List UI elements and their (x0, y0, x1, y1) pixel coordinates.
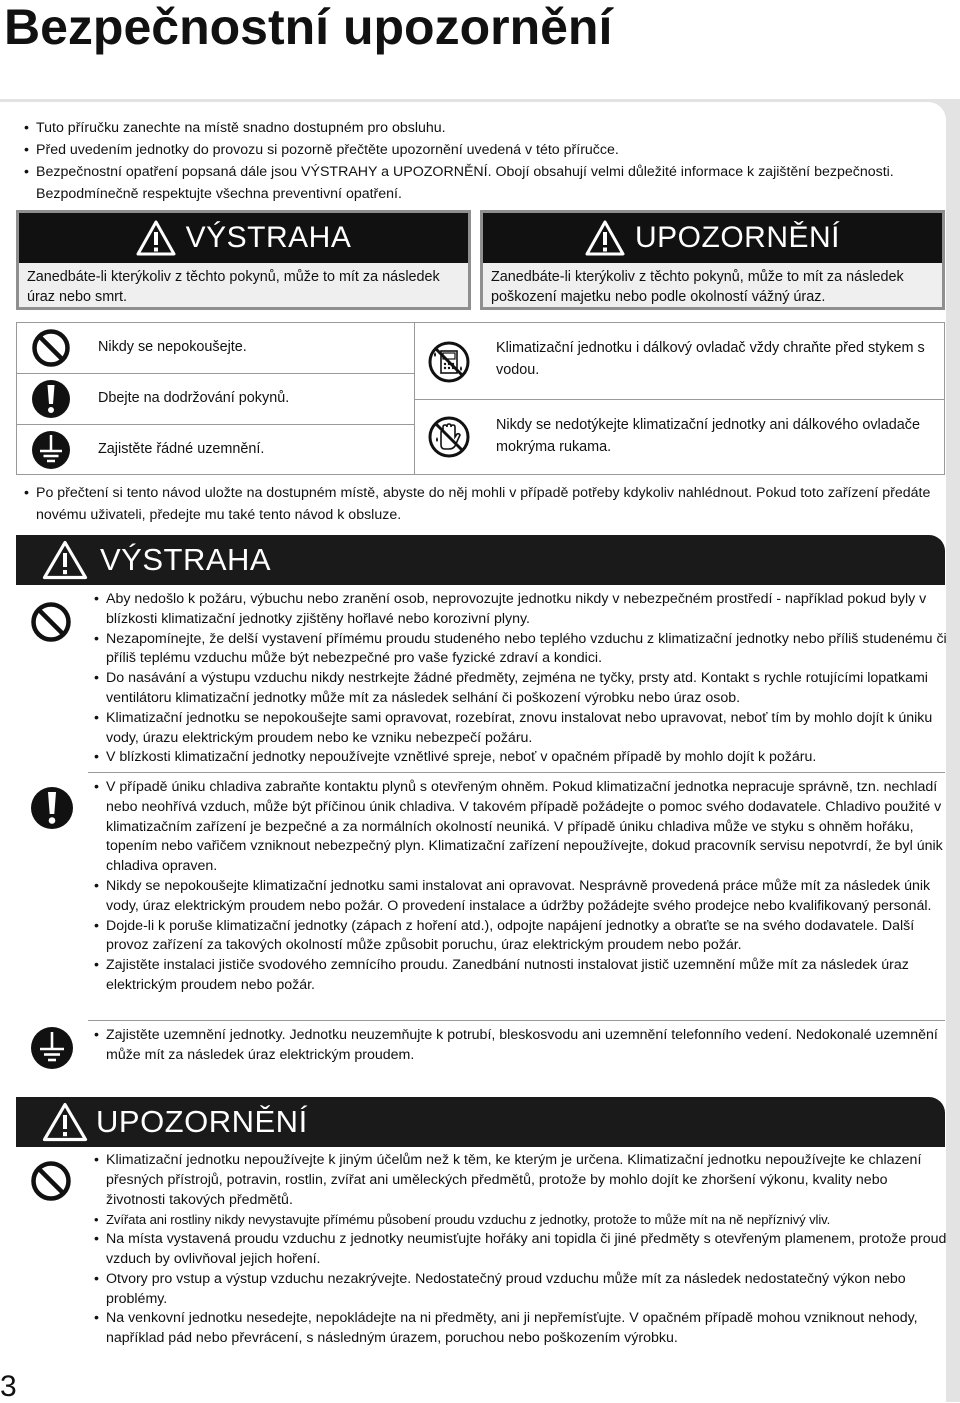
page-number: 3 (0, 1370, 17, 1403)
list-item: • Na místa vystavená proudu vzduchu z jednotky neumisťujte hořáky ani topidla či jiné předměty s otevřeným plamenem, protože proud vzduch by ovlivňoval jejich hoření. (92, 1230, 948, 1270)
mandatory-action-icon (30, 785, 74, 831)
legend-divider (17, 424, 414, 425)
caution-section-title: UPOZORNĚNÍ (96, 1104, 308, 1139)
warning-triangle-icon (136, 220, 176, 256)
legend-protect-water: Klimatizační jednotku i dálkový ovladač vždy chraňte před stykem s vodou. (496, 340, 925, 378)
warning-triangle-icon (42, 1102, 88, 1142)
legend-grounding: Zajistěte řádné uzemnění. (98, 441, 265, 457)
warning-triangle-icon (42, 540, 88, 580)
section-divider (88, 772, 945, 773)
prohibition-icon (30, 1160, 72, 1202)
list-item: • Do nasávání a výstupu vzduchu nikdy nestrkejte žádné předměty, zejména ne tyčky, prsty atd. Kontakt s rychle rotujícími lopatkami ventilátoru klimatizační jednotky může mít za následek selhání či poškození výrobku nebo úraz osob. (92, 669, 948, 709)
caution-section-header (16, 1097, 945, 1147)
intro-list (22, 117, 942, 205)
symbol-legend (16, 322, 945, 475)
no-wet-hands-icon (427, 415, 471, 459)
warning-mandatory-list (92, 778, 948, 996)
ground-icon (30, 1025, 74, 1071)
mandatory-action-icon (31, 378, 71, 420)
list-item: • Tuto příručku zanechte na místě snadno dostupném pro obsluhu. (22, 117, 942, 139)
list-item: • Klimatizační jednotku nepoužívejte k jiným účelům než k těm, ke kterým je určena. Klimatizační jednotku nepoužívejte ke chlazení přesných přístrojů, potravin, rostlin, zvířat ani uměleckých předmětů, protože by mohlo dojít ke zhoršení výkonu, kvality nebo životnosti takových předmětů. (92, 1151, 948, 1210)
warning-section-header (16, 535, 945, 585)
legend-wet-hands: Nikdy se nedotýkejte klimatizační jednotky ani dálkového ovladače mokrýma rukama. (496, 417, 920, 455)
warning-ground-list (92, 1026, 948, 1066)
list-item: • Bezpečnostní opatření popsaná dále jsou VÝSTRAHY a UPOZORNĚNÍ. Obojí obsahují velmi důležité informace k zajištění bezpečnosti. Bezpodmínečně respektujte všechna preventivní opatření. (22, 161, 942, 205)
prohibition-icon (31, 328, 71, 368)
store-note-list (22, 482, 942, 526)
list-item: • Nezapomínejte, že delší vystavení přímému proudu studeného nebo teplého vzduchu z klimatizační jednotky nebo příliš studenému či příliš teplému vzduchu může být nebezpečné pro vaše fyzické zdraví a kondici. (92, 630, 948, 670)
caution-box-description: Zanedbáte-li kterýkoliv z těchto pokynů, může to mít za následek poškození majetku nebo podle okolností vážný úraz. (491, 269, 904, 305)
caution-box (480, 210, 945, 310)
legend-never-attempt: Nikdy se nepokoušejte. (98, 339, 247, 355)
prohibition-icon (30, 601, 72, 643)
list-item: • Zvířata ani rostliny nikdy nevystavujte přímému působení proudu vzduchu z jednotky, protože to může mít na ně nepříznivý vliv. (92, 1210, 948, 1230)
caution-list (92, 1151, 948, 1349)
warning-prohibition-list (92, 590, 948, 768)
list-item: • Po přečtení si tento návod uložte na dostupném místě, abyste do něj mohli v případě potřeby kdykoliv nahlédnout. Pokud toto zařízení předáte novému uživateli, předejte mu také tento návod k obsluze. (22, 482, 942, 526)
list-item: • V blízkosti klimatizační jednotky nepoužívejte vznětlivé spreje, neboť v opačném případě by mohlo dojít k požáru. (92, 748, 948, 768)
caution-box-title: UPOZORNĚNÍ (634, 221, 840, 254)
legend-divider (414, 399, 944, 400)
legend-divider (17, 373, 414, 374)
warning-box-description: Zanedbáte-li kterýkoliv z těchto pokynů, může to mít za následek úraz nebo smrt. (27, 269, 440, 305)
list-item: • V případě úniku chladiva zabraňte kontaktu plynů s otevřeným ohněm. Pokud klimatizační jednotka nepracuje správně, tzn. nechladí nebo neohřívá vzduch, může být příčinou únik chladiva. V takovém případě požádejte o pomoc svého dodavatele. Chladivo použité v klimatizačním zařízení je bezpečné a za normálních okolností neuniká. V případě úniku chladiva může ve styku s ohněm hořáku, topením nebo vařičem vzniknout nebezpečný plyn. Klimatizační zařízení nepoužívejte, dokud pracovník servisu nepotvrdí, že byl únik chladiva opraven. (92, 778, 948, 877)
list-item: • Zajistěte uzemnění jednotky. Jednotku neuzemňujte k potrubí, bleskosvodu ani uzemnění telefonního vedení. Nedokonalé uzemnění může mít za následek úraz elektrickým proudem. (92, 1026, 948, 1066)
list-item: • Dojde-li k poruše klimatizační jednotky (zápach z hoření atd.), odpojte napájení jednotky a obraťte se na svého dodavatele. Další provoz zařízení za takových okolností může způsobit poruchu, úraz elektrickým proudem nebo požár. (92, 917, 948, 957)
legend-follow-instructions: Dbejte na dodržování pokynů. (98, 390, 290, 406)
warning-box-header (19, 213, 468, 263)
ground-icon (31, 429, 71, 471)
no-water-icon (427, 340, 471, 384)
warning-triangle-icon (585, 220, 625, 256)
list-item: • Zajistěte instalaci jističe svodového zemnícího proudu. Zanedbání nutnosti instalovat jistič uzemnění může mít za následek úraz elektrickým proudem nebo požár. (92, 956, 948, 996)
list-item: • Otvory pro vstup a výstup vzduchu nezakrývejte. Nedostatečný proud vzduchu může mít za následek nedostatečný výkon nebo problémy. (92, 1270, 948, 1310)
warning-section-title: VÝSTRAHA (100, 542, 272, 577)
warning-box-title: VÝSTRAHA (185, 221, 352, 254)
list-item: • Na venkovní jednotku nesedejte, nepokládejte na ni předměty, ani ji nepřemísťujte. V opačném případě mohou vzniknout nehody, například pád nebo převrácení, s následným úrazem, poruchou nebo poškozením výrobku. (92, 1309, 948, 1349)
list-item: • Před uvedením jednotky do provozu si pozorně přečtěte upozornění uvedená v této příručce. (22, 139, 942, 161)
caution-box-header (483, 213, 942, 263)
section-divider (88, 1020, 945, 1021)
list-item: • Klimatizační jednotku se nepokoušejte sami opravovat, rozebírat, znovu instalovat nebo upravovat, neboť tím by mohlo dojít k úniku vody, úrazu elektrickým proudem nebo ke vzniku nebezpečí požáru. (92, 709, 948, 749)
warning-box (16, 210, 471, 310)
page-title: Bezpečnostní upozornění (4, 0, 613, 55)
list-item: • Nikdy se nepokoušejte klimatizační jednotku sami instalovat ani opravovat. Nesprávně provedená práce může mít za následek únik vody, úraz elektrickým proudem nebo požár. O provedení instalace a údržby požádejte svého prodejce nebo kvalifikovaný personál. (92, 877, 948, 917)
list-item: • Aby nedošlo k požáru, výbuchu nebo zranění osob, neprovozujte jednotku nikdy v nebezpečném prostředí - například pokud byly v blízkosti klimatizační jednotky zjištěny hořlavé nebo korozivní plyny. (92, 590, 948, 630)
